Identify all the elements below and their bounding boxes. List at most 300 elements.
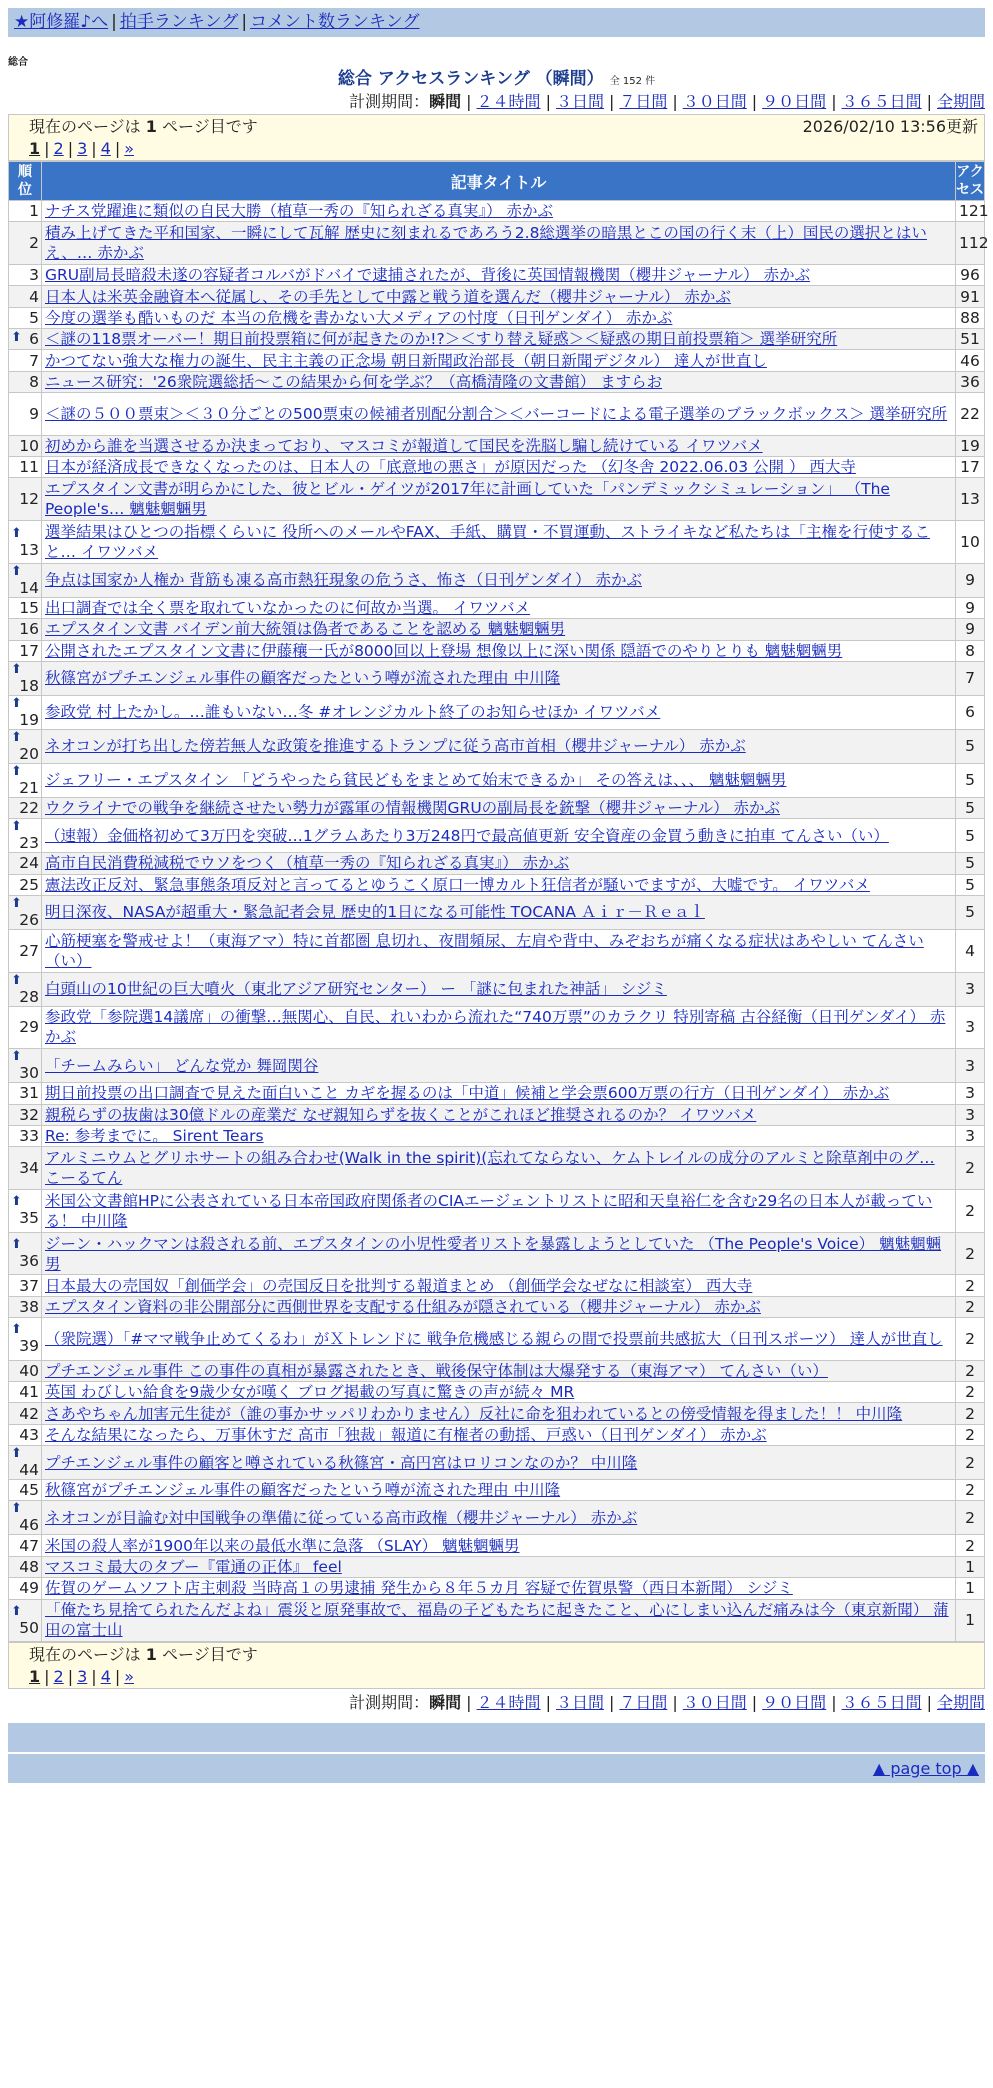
period-link[interactable]: ９０日間 <box>762 1693 827 1713</box>
article-link[interactable]: 白頭山の10世紀の巨大噴火（東北アジア研究センター） ー 「謎に包まれた神話」 シジミ <box>45 980 667 999</box>
table-row <box>9 1232 985 1275</box>
article-link[interactable]: プチエンジェル事件の顧客と噂されている秋篠宮・高円宮はロリコンなのか？ 中川隆 <box>45 1453 638 1472</box>
page-separator: | <box>67 1667 74 1687</box>
rank-cell <box>9 1578 42 1599</box>
table-row <box>9 1535 985 1556</box>
rank-up-arrow-icon: ⬆ <box>11 695 22 711</box>
rank-cell <box>9 1147 42 1190</box>
access-count: 5 <box>956 874 985 895</box>
access-count: 8 <box>956 640 985 661</box>
table-row <box>9 819 985 853</box>
page-top-link[interactable]: ▲ page top ▲ <box>872 1759 979 1779</box>
rank-up-arrow-icon: ⬆ <box>11 525 22 541</box>
article-link[interactable]: 日本最大の売国奴「創価学会」の売国反日を批判する報道まとめ （創価学会なぜなに相談室） 西大寺 <box>45 1276 753 1295</box>
article-link[interactable]: 出口調査では全く票を取れていなかったのに何故か当選。 イワツバメ <box>45 599 531 618</box>
table-row <box>9 307 985 328</box>
access-count: 2 <box>956 1296 985 1317</box>
rank-number: 20 <box>19 744 39 763</box>
table-row <box>9 329 985 350</box>
article-link[interactable]: ネオコンが目論む対中国戦争の準備に従っている高市政権（櫻井ジャーナル） 赤かぶ <box>45 1508 638 1527</box>
rank-number: 23 <box>19 834 39 853</box>
rank-cell <box>9 1403 42 1424</box>
rank-number: 48 <box>19 1557 39 1576</box>
table-row <box>9 457 985 478</box>
page-next-link[interactable]: » <box>124 139 135 158</box>
article-link[interactable]: ナチス党躍進に類似の自民大勝（植草一秀の『知られざる真実』） 赤かぶ <box>45 202 554 221</box>
title-cell <box>42 1006 956 1049</box>
period-selector-bottom <box>0 1691 985 1715</box>
article-link[interactable]: GRU副局長暗殺未遂の容疑者コルバがドバイで逮捕されたが、背後に英国情報機関（櫻井ジャーナル） 赤かぶ <box>45 266 811 285</box>
table-row <box>9 393 985 436</box>
title-cell <box>42 1599 956 1642</box>
period-separator: | <box>545 1693 551 1713</box>
access-count: 3 <box>956 1083 985 1104</box>
title-cell <box>42 1296 956 1317</box>
article-link[interactable]: 佐賀のゲームソフト店主刺殺 当時高１の男逮捕 発生から８年５カ月 容疑で佐賀県警（西日本新聞） シジミ <box>45 1579 793 1598</box>
period-separator: | <box>831 1693 837 1713</box>
period-link[interactable]: ３０日間 <box>682 92 747 111</box>
title-cell <box>42 393 956 436</box>
rank-number: 33 <box>19 1127 39 1146</box>
access-header: アクセス <box>956 162 985 201</box>
title-cell <box>42 1501 956 1535</box>
rank-up-arrow-icon: ⬆ <box>11 1049 22 1065</box>
article-link[interactable]: ウクライナでの戦争を継続させたい勢力が露軍の情報機関GRUの副局長を銃撃（櫻井ジャーナル） 赤かぶ <box>45 799 781 818</box>
title-cell <box>42 1190 956 1233</box>
rank-number: 19 <box>19 710 39 729</box>
page-separator: | <box>44 139 50 158</box>
rank-number: 50 <box>19 1618 39 1637</box>
access-count: 13 <box>956 478 985 521</box>
title-cell <box>42 895 956 929</box>
pagination <box>29 138 978 160</box>
rank-number: 5 <box>29 308 39 327</box>
page-link[interactable]: 3 <box>77 1667 88 1687</box>
period-link[interactable]: ９０日間 <box>762 92 827 111</box>
table-row <box>9 1501 985 1535</box>
access-count: 5 <box>956 797 985 818</box>
rank-cell <box>9 1480 42 1501</box>
article-link[interactable]: 米国公文書館HPに公表されている日本帝国政府関係者のCIAエージェントリストに昭和天皇裕仁を含む29名の日本人が載っている！ 中川隆 <box>45 1191 933 1230</box>
page-separator: | <box>91 1667 97 1687</box>
table-row <box>9 895 985 929</box>
title-cell <box>42 597 956 618</box>
rank-number: 45 <box>19 1481 39 1500</box>
access-count: 10 <box>956 521 985 564</box>
article-link[interactable]: ＜謎の５００票束＞＜３０分ごとの500票束の候補者別配分割合＞＜バーコードによる電子選挙のブラックボックス＞ 選挙研究所 <box>45 404 948 423</box>
page-title-text: 総合 アクセスランキング （瞬間） <box>337 69 604 89</box>
rank-cell <box>9 1083 42 1104</box>
rank-cell <box>9 478 42 521</box>
title-cell <box>42 929 956 972</box>
title-cell <box>42 619 956 640</box>
rank-cell <box>9 201 42 222</box>
rank-number: 11 <box>19 458 39 477</box>
rank-up-arrow-icon: ⬆ <box>11 729 22 745</box>
page-link[interactable]: 3 <box>77 139 88 158</box>
table-row <box>9 1125 985 1146</box>
table-row <box>9 1599 985 1642</box>
rank-cell <box>9 1556 42 1577</box>
access-count: 5 <box>956 853 985 874</box>
article-link[interactable]: 参政党 村上たかし。…誰もいない…冬 #オレンジカルト終了のお知らせほか イワツバメ <box>45 703 661 722</box>
page-next-link[interactable]: » <box>124 1667 135 1687</box>
table-row <box>9 478 985 521</box>
table-row <box>9 661 985 695</box>
rank-cell <box>9 619 42 640</box>
rank-number: 36 <box>19 1252 39 1271</box>
access-count: 46 <box>956 350 985 371</box>
period-link[interactable]: 全期間 <box>936 92 985 111</box>
article-link[interactable]: 憲法改正反対、緊急事態条項反対と言ってるとゆうこく原口一博カルト狂信者が騒いでますが、大嘘です。 イワツバメ <box>45 875 870 894</box>
rank-cell <box>9 1446 42 1480</box>
article-link[interactable]: そんな結果になったら、万事休すだ 高市「独裁」報道に有権者の動揺、戸惑い（日刊ゲンダイ） 赤かぶ <box>45 1425 767 1444</box>
article-link[interactable]: かつてない強大な権力の誕生、民主主義の正念場 朝日新聞政治部長（朝日新聞デジタル） 達人が世直し <box>45 351 767 370</box>
period-current: 瞬間 <box>429 92 462 111</box>
rank-up-arrow-icon: ⬆ <box>11 1446 22 1462</box>
access-count: 5 <box>956 819 985 853</box>
title-cell <box>42 1275 956 1296</box>
table-row <box>9 286 985 307</box>
rank-number: 44 <box>19 1461 39 1480</box>
page-separator: | <box>114 1667 121 1687</box>
article-link[interactable]: 「俺たち見捨てられたんだよね」震災と原発事故で、福島の子どもたちに起きたこと、心にしまい込んだ痛みは今（東京新聞） 蒲田の富士山 <box>45 1601 949 1640</box>
article-link[interactable]: さあやちゃん加害元生徒が（誰の事かサッパリわかりません）反社に命を狙われているとの傍受情報を得ました！！ 中川隆 <box>45 1404 903 1423</box>
rank-number: 47 <box>19 1536 39 1555</box>
rank-cell <box>9 222 42 265</box>
rank-number: 4 <box>29 287 39 306</box>
title-cell <box>42 1049 956 1083</box>
access-count: 1 <box>956 1578 985 1599</box>
page-link[interactable]: 2 <box>53 1667 64 1687</box>
period-selector <box>0 90 985 114</box>
rank-up-arrow-icon: ⬆ <box>11 763 22 779</box>
comment-ranking-link[interactable]: コメント数ランキング <box>250 12 420 32</box>
period-label: 計測期間： <box>349 1693 430 1713</box>
rank-up-arrow-icon: ⬆ <box>11 1603 22 1619</box>
table-row <box>9 265 985 286</box>
article-link[interactable]: Re: 参考までに。 Sirent Tears <box>45 1127 264 1146</box>
period-link[interactable]: ３６５日間 <box>841 92 922 111</box>
table-row <box>9 763 985 797</box>
rank-number: 16 <box>19 620 39 639</box>
period-link[interactable]: ２４時間 <box>476 1693 541 1713</box>
title-cell <box>42 457 956 478</box>
page-link[interactable]: 4 <box>100 139 111 158</box>
home-link[interactable]: ★阿修羅♪へ <box>14 12 109 32</box>
rank-cell <box>9 1501 42 1535</box>
access-count: 96 <box>956 265 985 286</box>
table-row <box>9 729 985 763</box>
rank-cell <box>9 1190 42 1233</box>
title-cell <box>42 435 956 456</box>
article-link[interactable]: 日本人は米英金融資本へ従属し、その手先として中露と戦う道を選んだ（櫻井ジャーナル） 赤かぶ <box>45 287 731 306</box>
table-row <box>9 1318 985 1361</box>
article-link[interactable]: ＜謎の118票オーバー！期日前投票箱に何が起きたのか!?＞＜すり替え疑惑＞＜疑惑の期日前投票箱＞ 選挙研究所 <box>45 330 838 349</box>
article-link[interactable]: 親税らずの抜歯は30億ドルの産業だ なぜ親知らずを抜くことがこれほど推奨されるのか？ イワツバメ <box>45 1105 757 1124</box>
access-count: 3 <box>956 1125 985 1146</box>
rank-up-arrow-icon: ⬆ <box>11 661 22 677</box>
table-row <box>9 853 985 874</box>
access-count: 5 <box>956 729 985 763</box>
access-count: 1 <box>956 1556 985 1577</box>
table-row <box>9 1556 985 1577</box>
title-cell <box>42 1232 956 1275</box>
rank-up-arrow-icon: ⬆ <box>11 1237 22 1253</box>
title-cell <box>42 1104 956 1125</box>
article-link[interactable]: 参政党「参院選14議席」の衝撃…無関心、自民、れいわから流れた“740万票”のカラクリ 特別寄稿 古谷経衡（日刊ゲンダイ） 赤かぶ <box>45 1008 946 1047</box>
table-row <box>9 640 985 661</box>
access-count: 36 <box>956 371 985 392</box>
access-count: 2 <box>956 1360 985 1381</box>
table-row <box>9 1446 985 1480</box>
table-row <box>9 222 985 265</box>
title-cell <box>42 1318 956 1361</box>
page-title <box>0 68 993 90</box>
access-count: 3 <box>956 1104 985 1125</box>
rank-cell <box>9 1535 42 1556</box>
table-row <box>9 1296 985 1317</box>
rank-up-arrow-icon: ⬆ <box>11 819 22 835</box>
rank-cell <box>9 972 42 1006</box>
access-count: 5 <box>956 763 985 797</box>
page-link[interactable]: 4 <box>100 1667 111 1687</box>
access-count: 5 <box>956 895 985 929</box>
period-link[interactable]: ３０日間 <box>682 1693 747 1713</box>
rank-cell <box>9 1049 42 1083</box>
rank-up-arrow-icon: ⬆ <box>11 1194 22 1210</box>
footer-bar <box>8 1723 985 1752</box>
period-label: 計測期間： <box>349 92 430 111</box>
article-link[interactable]: 高市自民消費税減税でウソをつく（植草一秀の『知られざる真実』） 赤かぶ <box>45 854 570 873</box>
table-row <box>9 1104 985 1125</box>
period-separator: | <box>751 1693 758 1713</box>
article-link[interactable]: 争点は国家か人権か 背筋も凍る高市熱狂現象の危うさ、怖さ（日刊ゲンダイ） 赤かぶ <box>45 571 642 590</box>
rank-number: 17 <box>19 641 39 660</box>
article-link[interactable]: 「チームみらい」 どんな党か 舞岡関谷 <box>45 1056 319 1075</box>
title-cell <box>42 1382 956 1403</box>
title-cell <box>42 563 956 597</box>
title-cell <box>42 640 956 661</box>
rank-number: 49 <box>19 1579 39 1598</box>
table-row <box>9 201 985 222</box>
period-link[interactable]: ７日間 <box>619 92 668 111</box>
article-link[interactable]: 英国 わびしい給食を9歳少女が嘆く ブログ掲載の写真に驚きの声が続々 MR <box>45 1383 575 1402</box>
title-cell <box>42 1125 956 1146</box>
rank-number: 18 <box>19 676 39 695</box>
table-row <box>9 619 985 640</box>
period-separator: | <box>466 1693 472 1713</box>
article-link[interactable]: ニュース研究：'26衆院選総括～この結果から何を学ぶ？（高橋清隆の文書館） ますらお <box>45 372 663 391</box>
article-link[interactable]: 秋篠宮がプチエンジェル事件の顧客だったという噂が流された理由 中川隆 <box>45 669 561 688</box>
rank-cell <box>9 1424 42 1445</box>
period-separator: | <box>926 1693 932 1713</box>
rank-cell <box>9 929 42 972</box>
article-link[interactable]: 公開されたエプスタイン文書に伊藤穰一氏が8000回以上登場 想像以上に深い関係 隠語でのやりとりも 魑魅魍魎男 <box>45 641 843 660</box>
rank-number: 3 <box>29 266 39 285</box>
page-info-bar <box>8 114 985 161</box>
access-count: 88 <box>956 307 985 328</box>
table-row <box>9 1424 985 1445</box>
access-count: 3 <box>956 1049 985 1083</box>
rank-number: 30 <box>19 1064 39 1083</box>
title-cell <box>42 695 956 729</box>
page-separator: | <box>114 139 121 158</box>
table-row <box>9 521 985 564</box>
article-link[interactable]: エプスタイン資料の非公開部分に西側世界を支配する仕組みが隠されている（櫻井ジャーナル） 赤かぶ <box>45 1297 761 1316</box>
article-link[interactable]: 期日前投票の出口調査で見えた面白いこと カギを握るのは「中道」候補と学会票600万票の行方（日刊ゲンダイ） 赤かぶ <box>45 1084 890 1103</box>
access-count: 2 <box>956 1275 985 1296</box>
rank-cell <box>9 1360 42 1381</box>
rank-number: 8 <box>29 372 39 391</box>
rank-up-arrow-icon: ⬆ <box>11 563 22 579</box>
access-count: 2 <box>956 1480 985 1501</box>
title-cell <box>42 661 956 695</box>
rank-cell <box>9 695 42 729</box>
title-cell <box>42 265 956 286</box>
access-count: 2 <box>956 1403 985 1424</box>
rank-cell <box>9 640 42 661</box>
article-link[interactable]: エプスタイン文書 バイデン前大統領は偽者であることを認める 魑魅魍魎男 <box>45 620 566 639</box>
rank-number: 10 <box>19 436 39 455</box>
period-link[interactable]: ７日間 <box>619 1693 668 1713</box>
period-separator: | <box>926 92 932 111</box>
rank-cell <box>9 1104 42 1125</box>
period-link[interactable]: 全期間 <box>936 1693 985 1713</box>
rank-number: 40 <box>19 1361 39 1380</box>
period-separator: | <box>831 92 837 111</box>
title-cell <box>42 763 956 797</box>
title-cell <box>42 1360 956 1381</box>
title-cell <box>42 972 956 1006</box>
rank-cell <box>9 819 42 853</box>
article-link[interactable]: ジーン・ハックマンは殺される前、エプスタインの小児性愛者リストを暴露しようとしていた （The People's Voice） 魑魅魍魎男 <box>45 1234 942 1273</box>
period-link[interactable]: ２４時間 <box>476 92 541 111</box>
title-cell <box>42 1578 956 1599</box>
applause-ranking-link[interactable]: 拍手ランキング <box>119 12 239 32</box>
article-link[interactable]: 明日深夜、NASAが超重大・緊急記者会見 歴史的1日になる可能性 TOCANA Ａｉｒ－Ｒｅａｌ <box>45 903 705 922</box>
period-current: 瞬間 <box>429 1693 462 1713</box>
rank-number: 28 <box>19 987 39 1006</box>
article-link[interactable]: 積み上げてきた平和国家、一瞬にして瓦解 歴史に刻まれるであろう2.8総選挙の暗黒とこの国の行く末（上）国民の選択とはいえ、… 赤かぶ <box>45 224 927 263</box>
pagination-bottom <box>29 1666 978 1688</box>
table-row <box>9 874 985 895</box>
access-count: 2 <box>956 1232 985 1275</box>
total-count: 全 152 件 <box>609 76 656 87</box>
rank-number: 32 <box>19 1105 39 1124</box>
article-link[interactable]: プチエンジェル事件 この事件の真相が暴露されたとき、戦後保守体制は大爆発する（東海アマ） てんさい（い） <box>45 1361 828 1380</box>
title-cell <box>42 1424 956 1445</box>
rank-up-arrow-icon: ⬆ <box>11 972 22 988</box>
rank-cell <box>9 350 42 371</box>
page-separator: | <box>67 139 74 158</box>
rank-cell <box>9 521 42 564</box>
table-row <box>9 350 985 371</box>
title-cell <box>42 478 956 521</box>
access-count: 121 <box>956 201 985 222</box>
access-count: 3 <box>956 1006 985 1049</box>
article-link[interactable]: 日本が経済成長できなくなったのは、日本人の「底意地の悪さ」が原因だった （幻冬舎 2022.06.03 公開 ） 西大寺 <box>45 458 856 477</box>
article-link[interactable]: （衆院選）「#ママ戦争止めてくるわ」がＸトレンドに 戦争危機感じる親らの間で投票前共感拡大（日刊スポーツ） 達人が世直し <box>45 1329 943 1348</box>
period-link[interactable]: ３日間 <box>555 1693 604 1713</box>
title-cell <box>42 1446 956 1480</box>
category-label: 総合 <box>8 57 28 68</box>
rank-cell <box>9 265 42 286</box>
article-link[interactable]: ネオコンが打ち出した傍若無人な政策を推進するトランプに従う高市首相（櫻井ジャーナル） 赤かぶ <box>45 737 746 756</box>
page-link[interactable]: 2 <box>53 139 64 158</box>
table-row <box>9 695 985 729</box>
rank-number: 15 <box>19 599 39 618</box>
access-count: 2 <box>956 1190 985 1233</box>
period-separator: | <box>608 1693 615 1713</box>
title-cell <box>42 1480 956 1501</box>
rank-up-arrow-icon: ⬆ <box>11 895 22 911</box>
rank-up-arrow-icon: ⬆ <box>11 1322 22 1338</box>
rank-cell <box>9 286 42 307</box>
page-top-bar <box>8 1754 985 1783</box>
article-link[interactable]: 選挙結果はひとつの指標くらいに 役所へのメールやFAX、手紙、購買・不買運動、ストライキなど私たちは「主権を行使すること… イワツバメ <box>45 523 931 561</box>
access-count: 112 <box>956 222 985 265</box>
rank-number: 26 <box>19 910 39 929</box>
rank-cell <box>9 457 42 478</box>
article-link[interactable]: 初めから誰を当選させるか決まっており、マスコミが報道して国民を洗脳し騙し続けている イワツバメ <box>45 436 763 455</box>
rank-number: 7 <box>29 351 39 370</box>
rank-number: 24 <box>19 854 39 873</box>
access-count: 2 <box>956 1501 985 1535</box>
access-count: 2 <box>956 1535 985 1556</box>
rank-cell <box>9 1318 42 1361</box>
title-cell <box>42 521 956 564</box>
table-row <box>9 1275 985 1296</box>
rank-cell <box>9 874 42 895</box>
article-link[interactable]: 今度の選挙も酷いものだ 本当の危機を書かない大メディアの忖度（日刊ゲンダイ） 赤かぶ <box>45 308 673 327</box>
access-count: 22 <box>956 393 985 436</box>
article-link[interactable]: 米国の殺人率が1900年以来の最低水準に急落 （SLAY） 魑魅魍魎男 <box>45 1536 520 1555</box>
period-separator: | <box>751 92 758 111</box>
access-count: 6 <box>956 695 985 729</box>
rank-number: 31 <box>19 1084 39 1103</box>
access-count: 2 <box>956 1446 985 1480</box>
table-row <box>9 1480 985 1501</box>
article-link[interactable]: アルミニウムとグリホサートの組み合わせ(Walk in the spirit)(忘れてならない、ケムトレイルの成分のアルミと除草剤中のグ… こーるてん <box>45 1149 935 1188</box>
period-separator: | <box>608 92 615 111</box>
rank-number: 46 <box>19 1516 39 1535</box>
rank-cell <box>9 435 42 456</box>
article-link[interactable]: エプスタイン文書が明らかにした、彼とビル・ゲイツが2017年に計画していた「パンデミックシミュレーション」 （The People's… 魑魅魍魎男 <box>45 480 890 519</box>
rank-cell <box>9 371 42 392</box>
rank-cell <box>9 853 42 874</box>
top-nav-bar <box>8 8 985 37</box>
article-link[interactable]: ジェフリー・エプスタイン 「どうやったら貧民どもをまとめて始末できるか」 その答えは、、、 魑魅魍魎男 <box>45 771 787 790</box>
article-link[interactable]: （速報）金価格初めて3万円を突破…1グラムあたり3万248円で最高値更新 安全資産の金買う動きに拍車 てんさい（い） <box>45 826 889 845</box>
title-cell <box>42 222 956 265</box>
title-cell <box>42 729 956 763</box>
table-row <box>9 1049 985 1083</box>
article-link[interactable]: 心筋梗塞を警戒せよ！（東海アマ）特に首都圏 息切れ、夜間頻尿、左肩や背中、みぞおちが痛くなる症状はあやしい てんさい（い） <box>45 931 924 970</box>
access-count: 17 <box>956 457 985 478</box>
rank-number: 1 <box>29 202 39 221</box>
rank-number: 2 <box>29 234 39 253</box>
article-link[interactable]: 秋篠宮がプチエンジェル事件の顧客だったという噂が流された理由 中川隆 <box>45 1481 561 1500</box>
period-link[interactable]: ３日間 <box>555 92 604 111</box>
title-cell <box>42 874 956 895</box>
access-count: 2 <box>956 1382 985 1403</box>
period-link[interactable]: ３６５日間 <box>841 1693 922 1713</box>
rank-number: 9 <box>29 404 39 423</box>
article-link[interactable]: マスコミ最大のタブー『電通の正体』 feel <box>45 1557 342 1576</box>
access-count: 9 <box>956 597 985 618</box>
table-row <box>9 1083 985 1104</box>
